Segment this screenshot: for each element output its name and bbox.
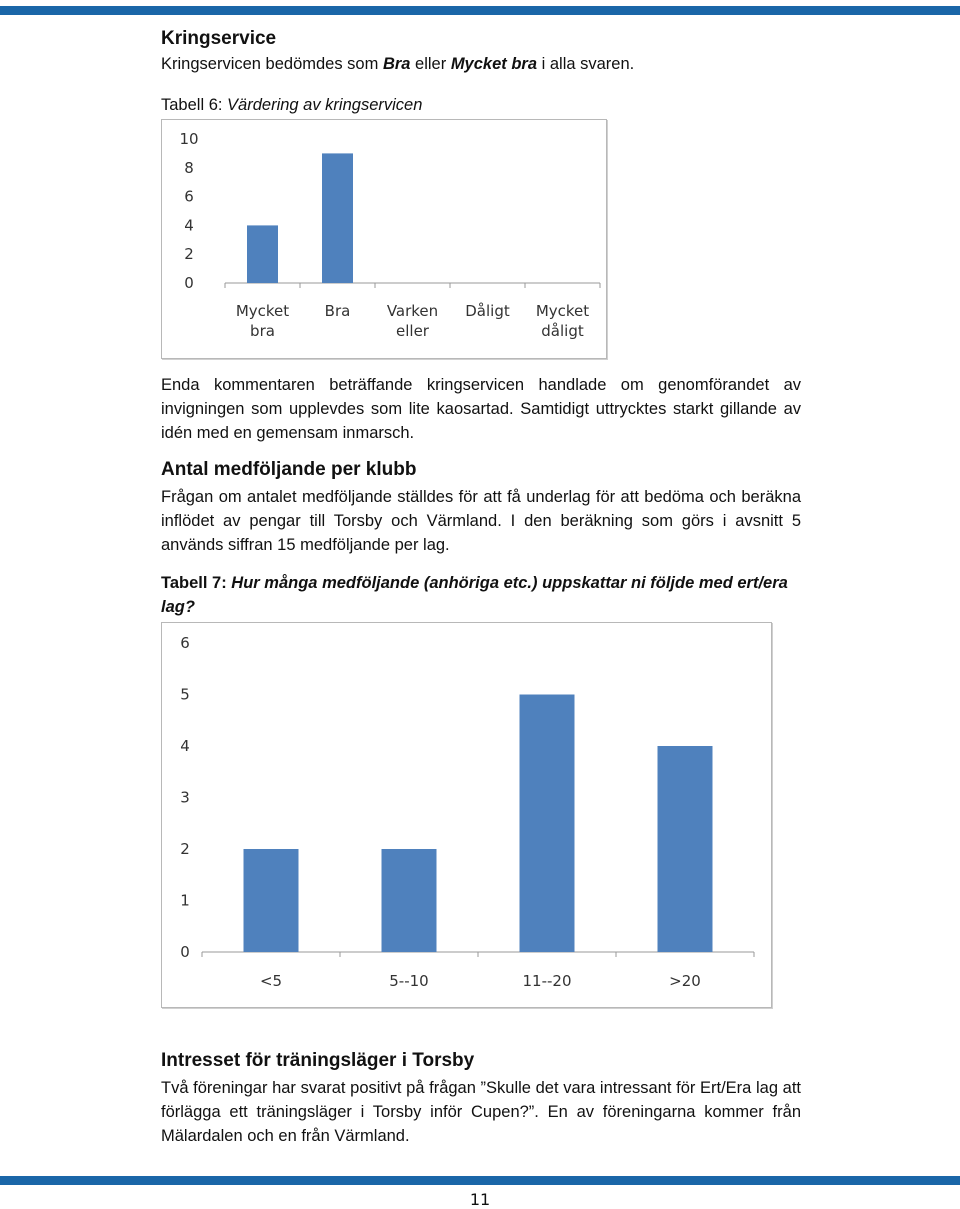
kringservice-comment: Enda kommentaren beträffande kringservicen handlade om genomförandet av invigningen som upplevdes som lite kaosartad. Samtidigt uttrycktes starkt gillande av idén med en gemensam inmarsch. — [161, 376, 801, 442]
bar-2-0 — [244, 849, 299, 952]
heading-kringservice: Kringservice — [161, 28, 277, 49]
y-tick-label: 0 — [184, 274, 194, 292]
y-tick-label: 4 — [180, 737, 190, 755]
y-tick-label: 8 — [184, 158, 194, 177]
table7-caption: Tabell 7: Hur många medföljande (anhöriga etc.) uppskattar ni följde med ert/era lag? — [161, 574, 788, 616]
y-tick-label: 4 — [184, 216, 194, 235]
x-tick-label: dåligt — [541, 322, 584, 340]
heading-traningslager: Intresset för träningsläger i Torsby — [161, 1050, 475, 1071]
heading-medfoljande: Antal medföljande per klubb — [161, 459, 417, 480]
y-tick-label: 3 — [180, 788, 190, 807]
top-rule — [0, 6, 960, 15]
x-tick-label: <5 — [259, 972, 283, 990]
bottom-rule — [0, 1176, 960, 1185]
x-tick-label: >20 — [669, 972, 701, 990]
y-tick-label: 5 — [180, 685, 190, 704]
y-tick-label: 0 — [180, 943, 190, 961]
x-tick-label: bra — [250, 322, 275, 340]
y-tick-label: 2 — [180, 840, 190, 858]
x-tick-label: Varken — [386, 302, 439, 320]
chart-medfoljande — [161, 622, 772, 1008]
page-number: 11 — [469, 1190, 491, 1209]
chart-medfoljande-svg — [162, 623, 771, 1007]
y-tick-label: 1 — [180, 891, 190, 910]
bar-1-1 — [322, 153, 353, 283]
medfoljande-text: Frågan om antalet medföljande ställdes för att få underlag för att bedöma och beräkna inflödet av pengar till Torsby och Värmland. I den beräkning som görs i avsnitt 5 används siffran 15 medföljande per lag. — [161, 488, 801, 554]
bar-1-0 — [247, 225, 278, 283]
table6-caption: Tabell 6: Värdering av kringservicen — [161, 96, 423, 114]
chart-kringservice — [161, 119, 607, 359]
y-tick-label: 2 — [184, 245, 194, 264]
x-tick-label: 5--10 — [389, 972, 429, 990]
x-tick-label: Mycket — [235, 302, 290, 320]
x-tick-label: Bra — [324, 302, 351, 320]
y-tick-label: 6 — [184, 187, 194, 206]
x-tick-label: Dåligt — [465, 302, 510, 320]
y-tick-label: 10 — [179, 130, 199, 148]
kringservice-summary: Kringservicen bedömdes som Bra eller Mycket bra i alla svaren. — [161, 55, 635, 73]
x-tick-label: Mycket — [535, 302, 590, 320]
document-body — [161, 28, 801, 1148]
bar-2-2 — [520, 695, 575, 953]
traningslager-text: Två föreningar har svarat positivt på frågan ”Skulle det vara intressant för Ert/Era lag att förlägga ett träningsläger i Torsby inför Cupen?”. En av föreningarna kommer från Mälardalen och en från Värmland. — [161, 1079, 801, 1145]
x-tick-label: eller — [396, 322, 429, 340]
x-tick-label: 11--20 — [522, 972, 572, 990]
chart-kringservice-svg — [162, 120, 606, 358]
bar-2-1 — [382, 849, 437, 952]
y-tick-label: 6 — [180, 634, 190, 652]
bar-2-3 — [658, 746, 713, 952]
